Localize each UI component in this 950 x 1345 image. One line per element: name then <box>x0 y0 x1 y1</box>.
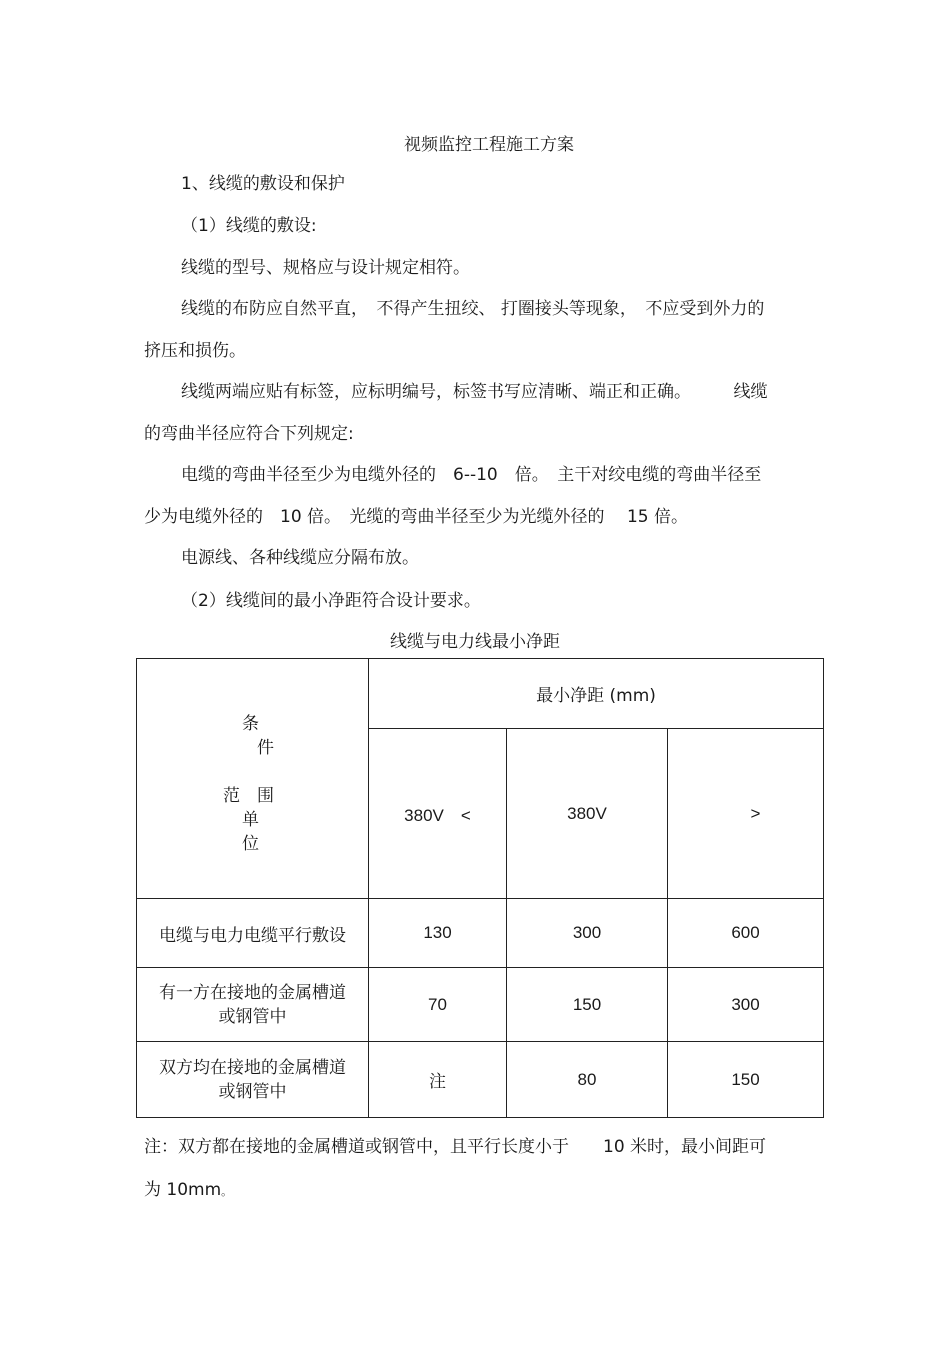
paragraph-3-line-2: 的弯曲半径应符合下列规定: <box>144 424 354 444</box>
row-label-line-2: 或钢管中 <box>218 1081 287 1102</box>
note-period: 。 <box>221 1185 233 1198</box>
row-value: 150 <box>668 1042 824 1118</box>
paragraph-4-line-1: 电缆的弯曲半径至少为电缆外径的 6--10 倍。 主干对绞电缆的弯曲半径至 <box>181 465 762 485</box>
header-char-3: 范 围 <box>223 786 274 806</box>
header-char-5: 位 <box>242 834 259 854</box>
row-value: 300 <box>668 968 824 1042</box>
row-label <box>137 1042 369 1118</box>
note-line-2 <box>144 1178 232 1204</box>
col-head-3: > <box>668 729 824 899</box>
row-value: 130 <box>369 899 507 968</box>
row-label <box>137 968 369 1042</box>
paragraph-5: 电源线、各种线缆应分隔布放。 <box>181 548 419 568</box>
col-head-1: 380V < <box>369 729 507 899</box>
paragraph-4-line-2: 少为电缆外径的 10 倍。 光缆的弯曲半径至少为光缆外径的 15 倍。 <box>144 507 688 527</box>
header-group-label: 最小净距 (mm) <box>536 686 656 706</box>
row-label-line-1: 双方均在接地的金属槽道 <box>159 1057 346 1078</box>
paragraph-2-line-2: 挤压和损伤。 <box>144 341 246 361</box>
section-heading-1: 1、线缆的敷设和保护 <box>181 174 345 194</box>
header-group-cell <box>369 659 824 729</box>
table-row <box>137 1042 824 1118</box>
note-line-1: 注：双方都在接地的金属槽道或钢管中，且平行长度小于 10 米时，最小间距可 <box>144 1137 767 1157</box>
document-title: 视频监控工程施工方案 <box>404 135 574 155</box>
header-condition-cell <box>137 659 369 899</box>
table-row <box>137 899 824 968</box>
paragraph-1: 线缆的型号、规格应与设计规定相符。 <box>181 258 470 278</box>
row-label-line-2: 或钢管中 <box>218 1006 287 1027</box>
subsection-heading-1: （1）线缆的敷设: <box>181 216 317 236</box>
row-value: 150 <box>507 968 668 1042</box>
clearance-table <box>136 658 824 1118</box>
header-char-4: 单 <box>242 810 259 830</box>
subsection-heading-2: （2）线缆间的最小净距符合设计要求。 <box>181 591 481 611</box>
row-value: 80 <box>507 1042 668 1118</box>
paragraph-2-line-1: 线缆的布防应自然平直， 不得产生扭绞、 打圈接头等现象， 不应受到外力的 <box>181 299 765 319</box>
table-caption: 线缆与电力线最小净距 <box>390 632 560 652</box>
row-value: 300 <box>507 899 668 968</box>
row-value: 600 <box>668 899 824 968</box>
header-char-2: 件 <box>257 738 274 758</box>
row-value: 70 <box>369 968 507 1042</box>
paragraph-3-line-1: 线缆两端应贴有标签，应标明编号，标签书写应清晰、端正和正确。 线缆 <box>181 382 768 402</box>
row-label-line-1: 有一方在接地的金属槽道 <box>159 982 346 1003</box>
row-value: 注 <box>369 1042 507 1118</box>
note-text: 为 10mm <box>144 1180 222 1200</box>
col-head-2: 380V <box>507 729 668 899</box>
header-char-1: 条 <box>242 714 259 734</box>
table-row <box>137 968 824 1042</box>
row-label: 电缆与电力电缆平行敷设 <box>137 899 369 968</box>
